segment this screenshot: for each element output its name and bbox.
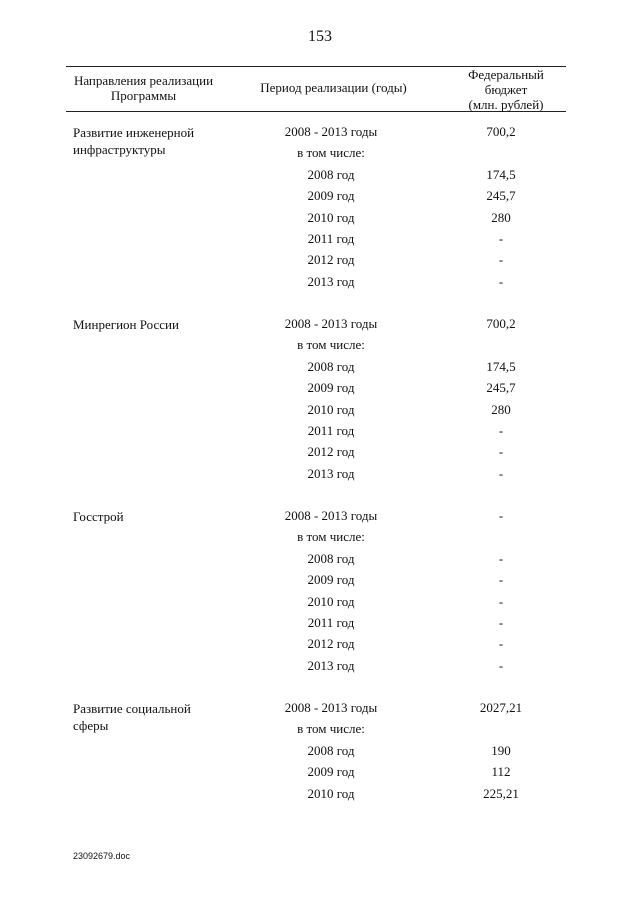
table-row: [0, 274, 640, 296]
table-row: [0, 551, 640, 573]
direction-name-line: Развитие социальной: [73, 701, 191, 716]
period-cell: 2008 - 2013 годы: [284, 700, 378, 715]
budget-cell: 245,7: [486, 380, 516, 396]
period-cell: 2011 год: [307, 615, 355, 630]
header-directions-line2: Программы: [110, 88, 177, 103]
table-row: [0, 444, 640, 466]
budget-cell: -: [498, 423, 504, 438]
budget-cell: 700,2: [486, 124, 516, 139]
table-row: [0, 167, 640, 189]
budget-cell: -: [498, 508, 504, 523]
table-row: [0, 316, 640, 338]
period-cell: 2013 год: [307, 657, 355, 673]
budget-cell: -: [498, 593, 504, 609]
period-cell: 2013 год: [307, 273, 355, 289]
direction-name-line: Развитие инженерной: [73, 125, 195, 140]
period-cell: в том числе:: [297, 337, 365, 353]
table-row: [0, 466, 640, 488]
period-cell: 2010 год: [307, 401, 355, 417]
period-cell: 2011 год: [307, 231, 355, 246]
budget-cell: -: [498, 273, 504, 289]
budget-cell: -: [498, 572, 504, 588]
table-row: [0, 380, 640, 402]
period-cell: 2009 год: [307, 764, 355, 780]
period-cell: в том числе:: [297, 145, 365, 161]
table-row: [0, 658, 640, 680]
direction-name: [73, 316, 233, 333]
budget-cell: 700,2: [486, 316, 516, 331]
budget-cell: -: [498, 636, 504, 652]
budget-cell: -: [498, 444, 504, 460]
period-cell: в том числе:: [297, 721, 365, 737]
table-row: [0, 337, 640, 359]
document-filename: 23092679.doc: [73, 851, 131, 861]
table-row: [0, 594, 640, 616]
table-row: [0, 188, 640, 210]
page-number: 153: [308, 28, 332, 45]
budget-cell: 245,7: [486, 188, 516, 204]
period-cell: 2008 год: [307, 166, 355, 182]
period-cell: 2012 год: [307, 444, 355, 460]
period-cell: 2008 год: [307, 742, 355, 758]
budget-cell: 112: [491, 764, 511, 780]
period-cell: 2009 год: [307, 188, 355, 204]
budget-cell: -: [498, 231, 504, 246]
budget-cell: -: [498, 657, 504, 673]
table-row: [0, 615, 640, 637]
direction-name-line: сферы: [73, 718, 109, 733]
table-row: [0, 402, 640, 424]
budget-cell: -: [498, 465, 504, 481]
budget-cell: -: [498, 615, 504, 630]
period-cell: 2008 - 2013 годы: [284, 508, 378, 523]
header-budget-line2: бюджет: [484, 82, 528, 97]
table-row: [0, 572, 640, 594]
direction-name-line: Госстрой: [73, 509, 124, 524]
budget-cell: 190: [491, 742, 511, 758]
header-budget-line1: Федеральный: [468, 67, 544, 82]
header-budget-line3: (млн. рублей): [468, 97, 544, 112]
table-row: [0, 636, 640, 658]
period-cell: 2008 год: [307, 550, 355, 566]
table-row: [0, 743, 640, 765]
period-cell: 2013 год: [307, 465, 355, 481]
budget-cell: 174,5: [486, 166, 516, 182]
period-cell: в том числе:: [297, 529, 365, 545]
table-row: [0, 786, 640, 808]
period-cell: 2008 - 2013 годы: [284, 124, 378, 139]
table-row: [0, 721, 640, 743]
period-cell: 2010 год: [307, 785, 355, 801]
period-cell: 2009 год: [307, 572, 355, 588]
budget-cell: 280: [491, 401, 511, 417]
table-row: [0, 764, 640, 786]
direction-name: [73, 508, 233, 525]
budget-cell: 280: [491, 209, 511, 225]
direction-name-line: Минрегион России: [73, 317, 179, 332]
period-cell: 2009 год: [307, 380, 355, 396]
period-cell: 2008 год: [307, 358, 355, 374]
period-cell: 2011 год: [307, 423, 355, 438]
period-cell: 2010 год: [307, 593, 355, 609]
table-row: [0, 210, 640, 232]
table-row: [0, 252, 640, 274]
period-cell: 2010 год: [307, 209, 355, 225]
header-directions-line1: Направления реализации: [73, 73, 214, 88]
header-period: Период реализации (годы): [260, 80, 407, 95]
table-row: [0, 231, 640, 253]
budget-cell: 2027,21: [479, 700, 523, 715]
budget-cell: 225,21: [483, 785, 519, 801]
direction-name-line: инфраструктуры: [73, 142, 166, 157]
budget-cell: 174,5: [486, 358, 516, 374]
table-row: [0, 359, 640, 381]
budget-cell: -: [498, 252, 504, 268]
period-cell: 2012 год: [307, 636, 355, 652]
budget-cell: -: [498, 550, 504, 566]
table-row: [0, 508, 640, 530]
table-row: [0, 423, 640, 445]
table-row: [0, 529, 640, 551]
period-cell: 2012 год: [307, 252, 355, 268]
table-row: [0, 145, 640, 167]
period-cell: 2008 - 2013 годы: [284, 316, 378, 331]
